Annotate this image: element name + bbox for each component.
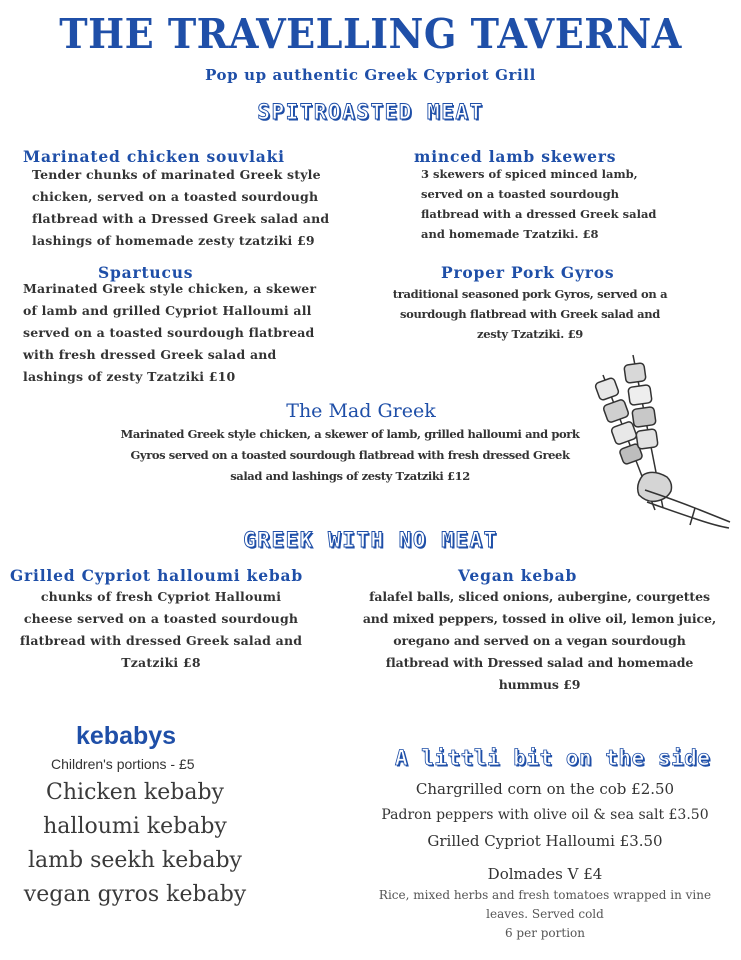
menu-item-description	[380, 284, 680, 344]
description-line: and mixed peppers, tossed in olive oil, lemon juice,	[362, 611, 717, 626]
menu-item-description	[421, 164, 721, 244]
note-line: leaves. Served cold	[486, 907, 604, 921]
kebabys-heading: kebabys	[76, 722, 177, 750]
menu-item-title: minced lamb skewers	[414, 147, 617, 166]
description-line: chunks of fresh Cypriot Halloumi	[40, 589, 282, 604]
description-line: cheese served on a toasted sourdough	[23, 611, 299, 626]
description-line: zesty Tzatziki. £9	[476, 327, 584, 341]
page-subtitle: Pop up authentic Greek Cypriot Grill	[205, 66, 536, 84]
menu-item-title: Grilled Cypriot halloumi kebab	[10, 566, 303, 585]
hand-holding-skewers-icon	[585, 350, 735, 535]
description-line: flatbread with Dressed salad and homemade	[385, 655, 694, 670]
side-item: Padron peppers with olive oil & sea salt £3.50	[381, 807, 709, 823]
description-line: 3 skewers of spiced minced lamb,	[421, 167, 638, 181]
description-line: Marinated Greek style chicken, a skewer of lamb, grilled halloumi and pork	[120, 427, 580, 441]
note-line: 6 per portion	[504, 926, 586, 940]
menu-item-description	[32, 164, 372, 252]
description-line: flatbread with a Dressed Greek salad and	[32, 211, 330, 226]
description-line: with fresh dressed Greek salad and	[23, 347, 277, 362]
menu-item-title: Vegan kebab	[458, 566, 578, 585]
description-line: flatbread with a dressed Greek salad	[421, 207, 657, 221]
section-heading-spitroasted: SPITROASTED MEAT	[257, 100, 484, 124]
description-line: lashings of zesty Tzatziki £10	[23, 369, 236, 384]
menu-item-title: Marinated chicken souvlaki	[23, 147, 285, 166]
description-line: falafel balls, sliced onions, aubergine, courgettes	[369, 589, 710, 604]
sides-heading: A littli bit on the side	[395, 746, 711, 770]
menu-item-title: The Mad Greek	[286, 400, 436, 422]
menu-item-title: Proper Pork Gyros	[441, 263, 615, 282]
description-line: hummus £9	[498, 677, 581, 692]
menu-item-description	[0, 586, 322, 674]
description-line: Gyros served on a toasted sourdough flatbread with fresh dressed Greek	[130, 448, 570, 462]
kebaby-item: lamb seekh kebaby	[28, 848, 242, 873]
kebaby-list	[0, 776, 270, 912]
description-line: and homemade Tzatziki. £8	[421, 227, 599, 241]
menu-item-description	[338, 586, 741, 696]
section-heading-no-meat: GREEK WITH NO MEAT	[243, 528, 498, 552]
description-line: Tender chunks of marinated Greek style	[32, 167, 321, 182]
description-line: flatbread with dressed Greek salad and	[19, 633, 303, 648]
menu-item-description	[100, 424, 600, 487]
kebaby-item: Chicken kebaby	[46, 780, 224, 805]
description-line: sourdough flatbread with Greek salad and	[399, 307, 661, 321]
description-line: Tzatziki £8	[121, 655, 201, 670]
childrens-portions-note: Children's portions - £5	[51, 756, 195, 772]
side-item: Chargrilled corn on the cob £2.50	[415, 780, 675, 798]
sides-list	[355, 776, 735, 888]
description-line: chicken, served on a toasted sourdough	[32, 189, 319, 204]
description-line: salad and lashings of zesty Tzatziki £12	[230, 469, 470, 483]
description-line: served on a toasted sourdough	[421, 187, 620, 201]
kebaby-item: vegan gyros kebaby	[23, 882, 247, 907]
description-line: lashings of homemade zesty tzatziki £9	[32, 233, 315, 248]
dolmades-note	[355, 886, 735, 943]
menu-item-description	[23, 278, 373, 388]
description-line: traditional seasoned pork Gyros, served on a	[392, 287, 668, 301]
description-line: oregano and served on a vegan sourdough	[393, 633, 686, 648]
page-title: THE TRAVELLING TAVERNA	[59, 10, 682, 58]
side-item: Dolmades V £4	[487, 865, 603, 883]
description-line: Marinated Greek style chicken, a skewer	[23, 281, 317, 296]
menu-item-title: Spartucus	[98, 263, 194, 282]
description-line: of lamb and grilled Cypriot Halloumi all	[23, 303, 312, 318]
note-line: Rice, mixed herbs and fresh tomatoes wrapped in vine	[378, 888, 712, 902]
kebaby-item: halloumi kebaby	[43, 814, 227, 839]
description-line: served on a toasted sourdough flatbread	[23, 325, 315, 340]
side-item: Grilled Cypriot Halloumi £3.50	[427, 832, 663, 850]
